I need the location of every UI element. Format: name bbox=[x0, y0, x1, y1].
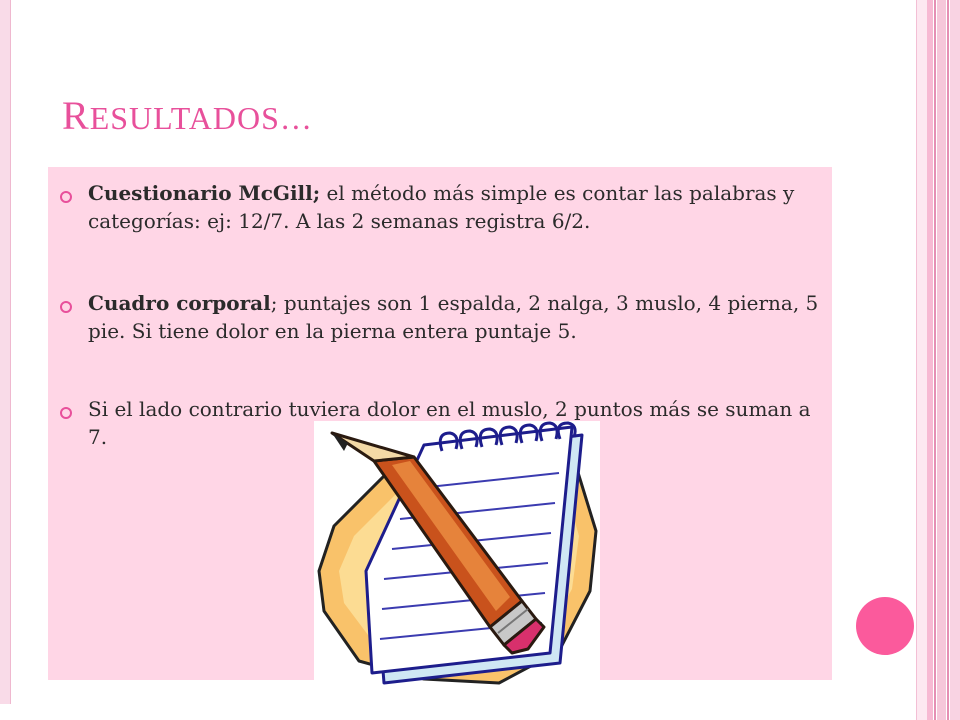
slide-title bbox=[62, 93, 313, 138]
right-decorative-stripes bbox=[916, 0, 960, 720]
bullet-body: Si el lado contrario tuviera dolor en el muslo, 2 puntos más se suman a 7. bbox=[88, 397, 811, 449]
bullet-circle-icon bbox=[60, 407, 72, 419]
title-initial: R bbox=[62, 93, 90, 138]
left-decorative-stripe bbox=[0, 0, 11, 720]
decorative-circle bbox=[856, 597, 914, 655]
bottom-band bbox=[0, 704, 920, 720]
bullet-body: el método más simple es contar las palabras y categorías: ej: 12/7. A las 2 semanas registra 6/2. bbox=[88, 181, 795, 233]
bullet-text bbox=[88, 179, 823, 235]
bullet-bold-term: Cuestionario McGill; bbox=[88, 181, 321, 205]
bullet-bold-term: Cuadro corporal bbox=[88, 291, 271, 315]
bullet-body: ; puntajes son 1 espalda, 2 nalga, 3 muslo, 4 pierna, 5 pie. Si tiene dolor en la pierna entera puntaje 5. bbox=[88, 291, 819, 343]
title-rest: ESULTADOS… bbox=[89, 100, 313, 136]
bullet-circle-icon bbox=[60, 301, 72, 313]
bullet-circle-icon bbox=[60, 191, 72, 203]
bullet-text bbox=[88, 289, 823, 345]
pencil-notepad-icon bbox=[314, 421, 600, 690]
